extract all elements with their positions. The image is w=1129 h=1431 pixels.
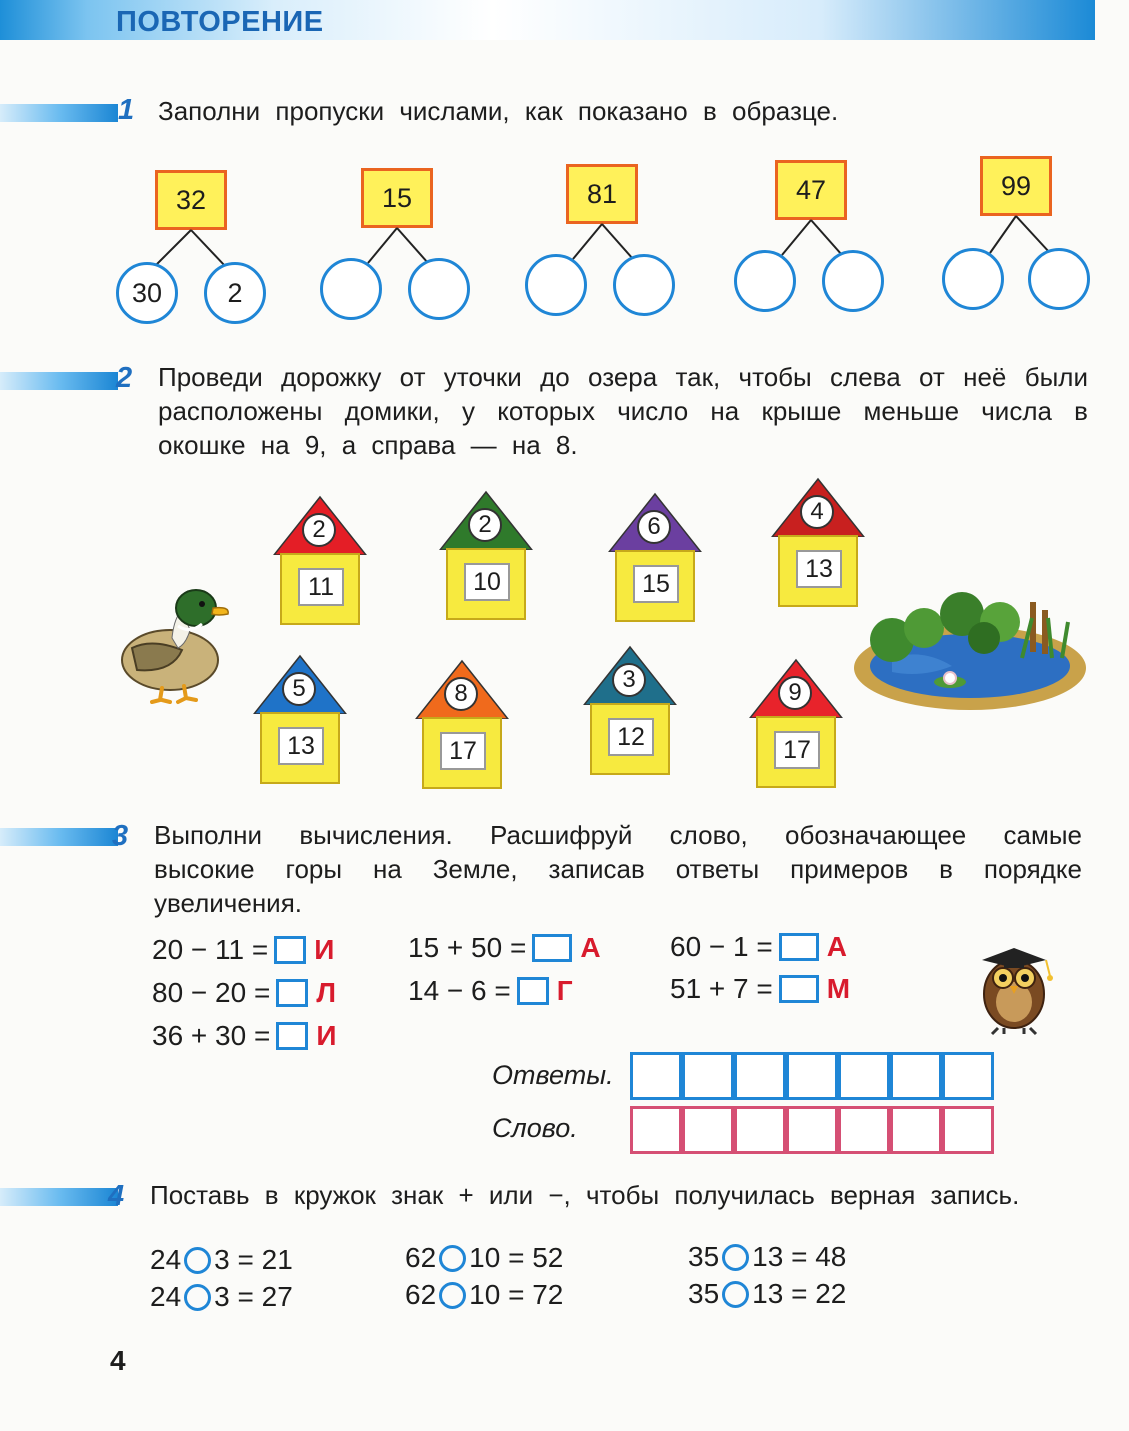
equation-4	[408, 932, 601, 964]
equation-expr: 60 − 1 =	[670, 931, 773, 962]
window-number: 15	[633, 565, 679, 603]
sum-box: 15	[361, 168, 433, 228]
answer-cell[interactable]	[734, 1052, 786, 1100]
roof-number: 6	[637, 510, 671, 544]
equation-expr: 51 + 7 =	[670, 973, 773, 1004]
number-tree-1	[112, 162, 272, 332]
equation-expr: 20 − 11 =	[152, 934, 269, 965]
window-number: 10	[464, 563, 510, 601]
task-2-text: Проведи дорожку от уточки до озера так, чтобы слева от неё были расположены домики, у которых число на крыше меньше числа в окошке на 9, а справа — на 8.	[158, 362, 1088, 460]
task-2-stripe	[0, 372, 118, 390]
equation-5	[408, 975, 573, 1007]
word-cell[interactable]	[734, 1106, 786, 1154]
task-3-number: 3	[112, 820, 129, 852]
answer-cell[interactable]	[942, 1052, 994, 1100]
house-body	[260, 712, 340, 784]
house	[272, 495, 368, 635]
roof-number: 5	[282, 672, 316, 706]
number-tree-3	[523, 156, 683, 326]
task-3-text: Выполни вычисления. Расшифруй слово, обозначающее самые высокие горы на Земле, записав ответы примеров в порядке увеличения.	[154, 820, 1082, 918]
house-body	[778, 535, 858, 607]
equation-expr: 15 + 50 =	[408, 932, 527, 963]
sum-box: 81	[566, 164, 638, 224]
house	[252, 654, 348, 794]
addend-circle-right[interactable]	[408, 258, 470, 320]
answer-box[interactable]	[276, 979, 308, 1007]
number-tree-2	[318, 160, 478, 330]
operand: 35	[688, 1241, 720, 1272]
addend-circle-right: 2	[204, 262, 266, 324]
answers-grid	[630, 1052, 994, 1100]
roof-number: 2	[302, 513, 336, 547]
roof-number: 2	[468, 508, 502, 542]
answer-cell[interactable]	[682, 1052, 734, 1100]
word-cell[interactable]	[890, 1106, 942, 1154]
equation-6	[670, 931, 847, 963]
sign-circle[interactable]	[184, 1284, 211, 1311]
house-body	[756, 716, 836, 788]
equation-letter: М	[826, 973, 851, 1004]
roof-number: 4	[800, 495, 834, 529]
task-1-text: Заполни пропуски числами, как показано в образце.	[158, 96, 839, 126]
answer-cell[interactable]	[838, 1052, 890, 1100]
operand: 62	[405, 1279, 437, 1310]
window-number: 13	[796, 550, 842, 588]
equation-letter: И	[314, 934, 335, 965]
equation-expr: 36 + 30 =	[152, 1020, 271, 1051]
sign-equation-4	[405, 1279, 563, 1311]
house	[414, 659, 510, 799]
equation-letter: Л	[316, 977, 336, 1008]
sign-circle[interactable]	[722, 1244, 749, 1271]
equation-1	[152, 934, 334, 966]
answer-cell[interactable]	[786, 1052, 838, 1100]
sum-box: 47	[775, 160, 847, 220]
house-body	[615, 550, 695, 622]
house-body	[590, 703, 670, 775]
answer-box[interactable]	[532, 934, 572, 962]
equation-rest: 10 = 52	[469, 1242, 564, 1273]
task-1-number: 1	[118, 94, 135, 126]
equation-rest: 3 = 21	[214, 1244, 293, 1275]
sign-circle[interactable]	[722, 1281, 749, 1308]
word-cell[interactable]	[838, 1106, 890, 1154]
answer-box[interactable]	[517, 977, 549, 1005]
task-1-diagrams	[0, 150, 1129, 330]
answers-label: Ответы.	[492, 1060, 614, 1090]
sign-equation-6	[688, 1278, 846, 1310]
word-cell[interactable]	[682, 1106, 734, 1154]
house	[438, 490, 534, 630]
equation-letter: А	[580, 932, 601, 963]
sign-equation-5	[688, 1241, 846, 1273]
roof-number: 3	[612, 663, 646, 697]
sum-box: 32	[155, 170, 227, 230]
addend-circle-right[interactable]	[1028, 248, 1090, 310]
sign-equation-3	[405, 1242, 563, 1274]
answer-box[interactable]	[779, 975, 819, 1003]
window-number: 17	[774, 731, 820, 769]
equation-expr: 14 − 6 =	[408, 975, 511, 1006]
duck-icon	[112, 578, 237, 708]
equation-rest: 13 = 48	[752, 1241, 847, 1272]
operand: 24	[150, 1281, 182, 1312]
sum-box: 99	[980, 156, 1052, 216]
house-body	[280, 553, 360, 625]
word-cell[interactable]	[786, 1106, 838, 1154]
house	[607, 492, 703, 632]
sign-circle[interactable]	[184, 1247, 211, 1274]
equation-expr: 80 − 20 =	[152, 977, 271, 1008]
addend-circle-left[interactable]	[942, 248, 1004, 310]
addend-circle-left[interactable]	[734, 250, 796, 312]
sign-equation-2	[150, 1281, 293, 1313]
window-number: 17	[440, 732, 486, 770]
addend-circle-right[interactable]	[822, 250, 884, 312]
window-number: 11	[298, 568, 344, 606]
roof-number: 9	[778, 676, 812, 710]
window-number: 13	[278, 727, 324, 765]
number-tree-4	[732, 152, 892, 322]
window-number: 12	[608, 718, 654, 756]
pond-icon	[852, 588, 1092, 718]
number-tree-5	[940, 150, 1100, 320]
equation-letter: Г	[556, 975, 573, 1006]
house-body	[446, 548, 526, 620]
operand: 62	[405, 1242, 437, 1273]
task-1-stripe	[0, 104, 118, 122]
addend-circle-left: 30	[116, 262, 178, 324]
house	[582, 645, 678, 785]
addend-circle-left[interactable]	[525, 254, 587, 316]
word-cell[interactable]	[630, 1106, 682, 1154]
house	[748, 658, 844, 798]
answer-box[interactable]	[276, 1022, 308, 1050]
answer-box[interactable]	[274, 936, 306, 964]
answer-cell[interactable]	[890, 1052, 942, 1100]
task-4-number: 4	[108, 1180, 125, 1212]
task-3-stripe	[0, 828, 118, 846]
equation-rest: 13 = 22	[752, 1278, 847, 1309]
word-cell[interactable]	[942, 1106, 994, 1154]
word-label: Слово.	[492, 1113, 578, 1143]
equation-rest: 10 = 72	[469, 1279, 564, 1310]
sign-circle[interactable]	[439, 1282, 466, 1309]
task-4-stripe	[0, 1188, 118, 1206]
answer-box[interactable]	[779, 933, 819, 961]
house-body	[422, 717, 502, 789]
equation-3	[152, 1020, 336, 1052]
task-4-text: Поставь в кружок знак + или −, чтобы получилась верная запись.	[150, 1180, 1020, 1210]
task-2-number: 2	[116, 362, 133, 394]
answer-cell[interactable]	[630, 1052, 682, 1100]
owl-icon	[970, 936, 1062, 1036]
word-grid	[630, 1106, 994, 1154]
equation-2	[152, 977, 336, 1009]
equation-letter: И	[316, 1020, 337, 1051]
equation-letter: А	[826, 931, 847, 962]
roof-number: 8	[444, 677, 478, 711]
equation-7	[670, 973, 850, 1005]
page-title: ПОВТОРЕНИЕ	[116, 6, 324, 38]
operand: 35	[688, 1278, 720, 1309]
sign-circle[interactable]	[439, 1245, 466, 1272]
page-number: 4	[110, 1345, 126, 1376]
equation-rest: 3 = 27	[214, 1281, 293, 1312]
operand: 24	[150, 1244, 182, 1275]
sign-equation-1	[150, 1244, 293, 1276]
addend-circle-right[interactable]	[613, 254, 675, 316]
addend-circle-left[interactable]	[320, 258, 382, 320]
